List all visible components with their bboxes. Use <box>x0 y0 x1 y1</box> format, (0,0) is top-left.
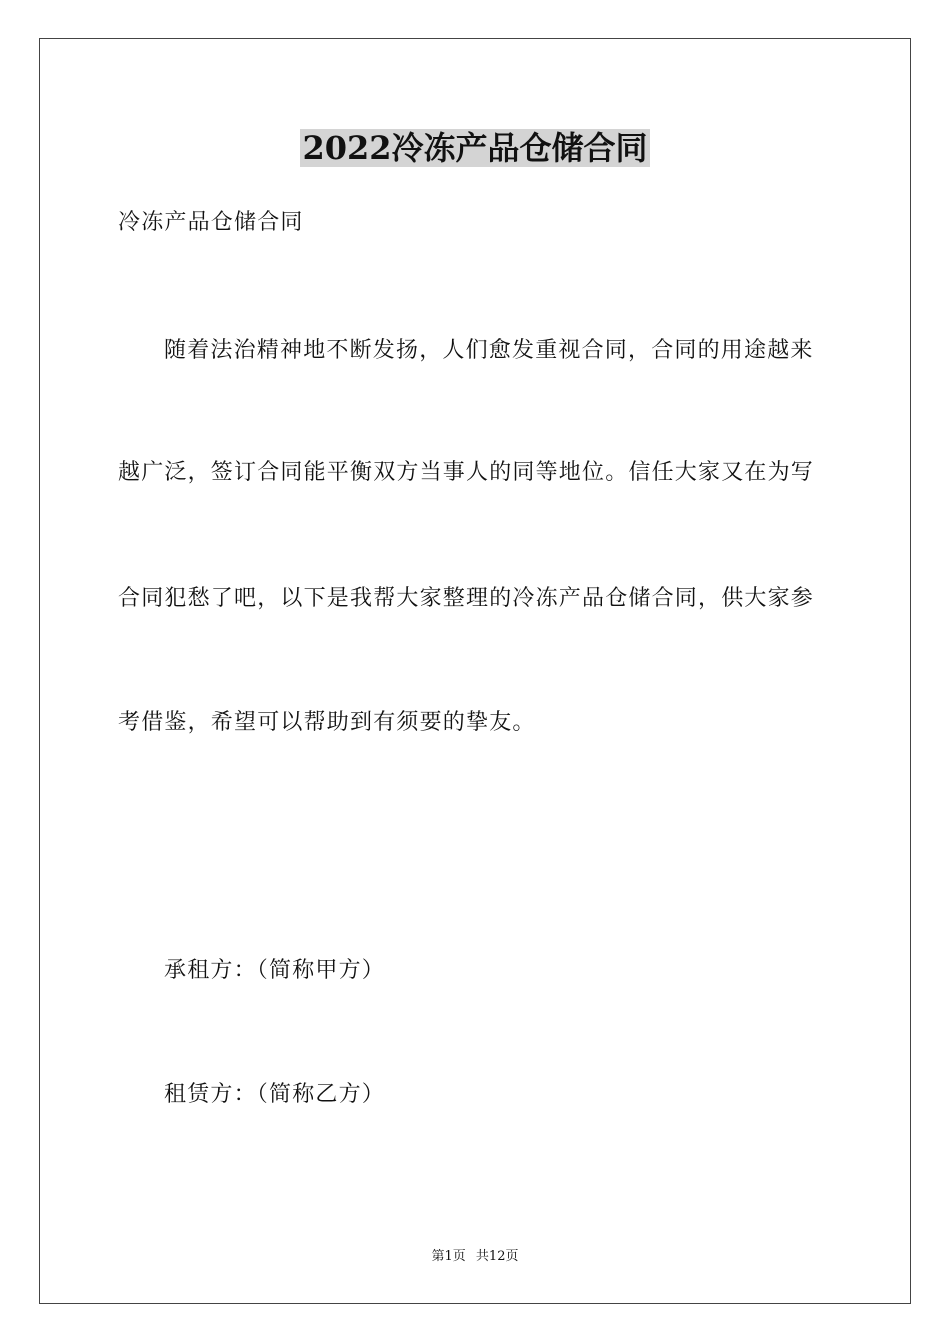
paragraph-line: 考借鉴，希望可以帮助到有须要的挚友。 <box>118 710 536 735</box>
paragraph-line: 合同犯愁了吧，以下是我帮大家整理的冷冻产品仓储合同，供大家参 <box>118 586 815 611</box>
lessor-line: 租赁方：（简称乙方） <box>164 1082 386 1107</box>
lessee-line: 承租方：（简称甲方） <box>164 958 386 983</box>
document-subtitle: 冷冻产品仓储合同 <box>118 210 304 235</box>
page-footer: 第1页 共12页 <box>431 1249 519 1264</box>
paragraph-line: 越广泛，签订合同能平衡双方当事人的同等地位。信任大家又在为写 <box>118 460 815 485</box>
paragraph-line: 随着法治精神地不断发扬，人们愈发重视合同，合同的用途越来 <box>164 338 814 363</box>
document-title-text: 2022冷冻产品仓储合同 <box>302 129 648 167</box>
document-title <box>0 128 950 168</box>
